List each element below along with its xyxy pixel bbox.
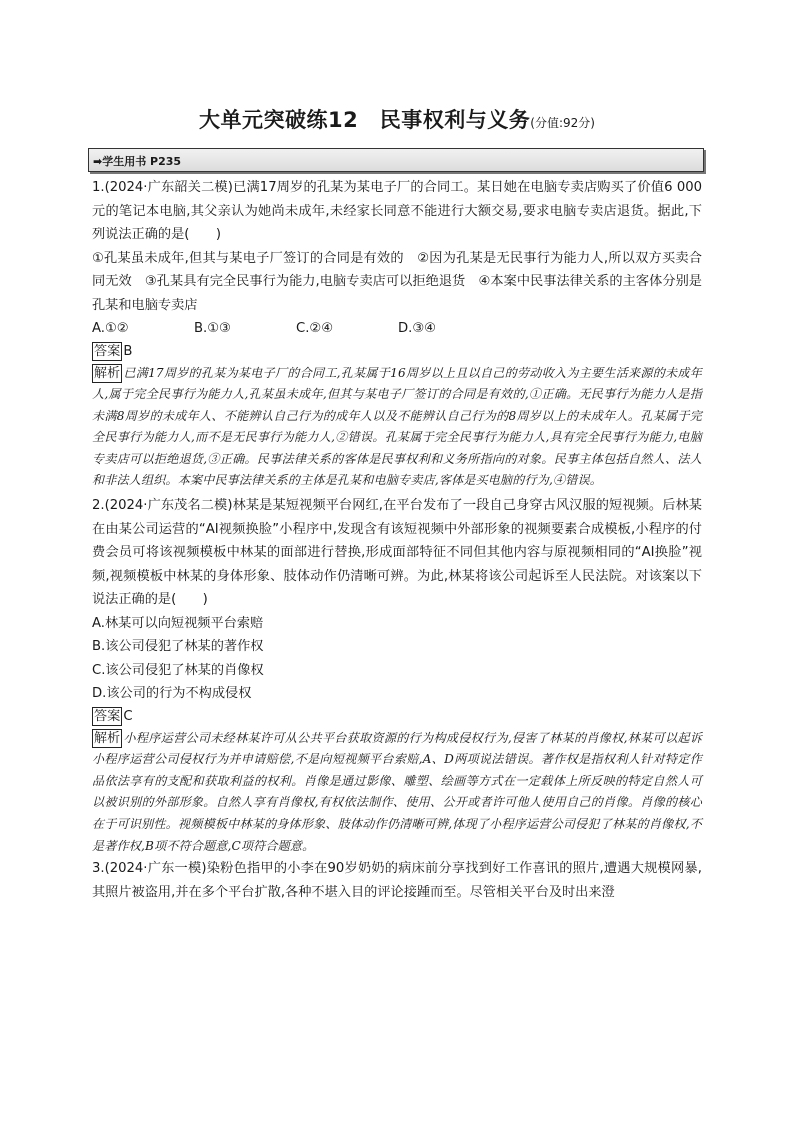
content-body: [92, 176, 702, 904]
explanation-label: 解析: [94, 365, 121, 381]
answer-label: 答案: [94, 708, 121, 724]
question-1-answer: [92, 341, 702, 363]
question-1-statements: ①孔某虽未成年,但其与某电子厂签订的合同是有效的 ②因为孔某是无民事行为能力人,所以双方买卖合同无效 ③孔某具有完全民事行为能力,电脑专卖店可以拒绝退货 ④本案中民事法律关系的主客体分别是孔某和电脑专卖店: [92, 250, 702, 313]
score-note: (分值:92分): [530, 116, 595, 130]
question-2-explanation: [92, 728, 702, 858]
question-1-options: [92, 317, 702, 341]
student-book-ref-bar: [88, 148, 704, 172]
option-c: C.②④: [296, 321, 334, 336]
question-3-stem: 3.(2024·广东一模)染粉色指甲的小李在90岁奶奶的病床前分享找到好工作喜讯的照片,遭遇大规模网暴,其照片被盗用,并在多个平台扩散,各种不堪入目的评论接踵而至。尽管相关平台及时出来澄: [92, 861, 702, 900]
question-2-stem: 2.(2024·广东茂名二模)林某是某短视频平台网红,在平台发布了一段自己身穿古风汉服的短视频。后林某在由某公司运营的“AI视频换脸”小程序中,发现含有该短视频中外部形象的视频要素合成模板,小程序的付费会员可将该视频模板中林某的面部进行替换,形成面部特征不同但其他内容与原视频相同的“AI换脸”视频,视频模板中林某的身体形象、肢体动作仍清晰可辨。为此,林某将该公司起诉至人民法院。对该案以下说法正确的是( ): [92, 498, 702, 608]
option-b: B.①③: [194, 321, 231, 336]
explanation-label: 解析: [94, 730, 121, 746]
answer-value: C: [123, 708, 133, 724]
option-b: B.该公司侵犯了林某的著作权: [92, 639, 264, 655]
explanation-text: 小程序运营公司未经林某许可从公共平台获取资源的行为构成侵权行为,侵害了林某的肖像权,林某可以起诉小程序运营公司侵权行为并申请赔偿,不是向短视频平台索赔,A、D两项说法错误。著作权是指权利人针对特定作品依法享有的支配和获取利益的权利。肖像是通过影像、雕塑、绘画等方式在一定载体上所反映的特定自然人可以被识别的外部形象。自然人享有肖像权,有权依法制作、使用、公开或者许可他人使用自己的肖像。肖像的核心在于可识别性。视频模板中林某的身体形象、肢体动作仍清晰可辨,体现了小程序运营公司侵犯了林某的肖像权,不是著作权,B项不符合题意,C项符合题意。: [92, 730, 702, 853]
student-book-ref: ➡学生用书 P235: [93, 155, 182, 168]
answer-value: B: [123, 343, 133, 359]
explanation-text: 已满17周岁的孔某为某电子厂的合同工,孔某属于16周岁以上且以自己的劳动收入为主要生活来源的未成年人,属于完全民事行为能力人,孔某虽未成年,但其与某电子厂签订的合同是有效的,①正确。无民事行为能力人是指未满8周岁的未成年人、不能辨认自己行为的成年人以及不能辨认自己行为的8周岁以上的未成年人。孔某属于完全民事行为能力人,而不是无民事行为能力人,②错误。孔某属于完全民事行为能力人,具有完全民事行为能力,电脑专卖店可以拒绝退货,③正确。民事法律关系的客体是民事权利和义务所指向的对象。民事主体包括自然人、法人和非法人组织。本案中民事法律关系的主体是孔某和电脑专卖店,客体是买电脑的行为,④错误。: [92, 365, 702, 488]
question-1-explanation: [92, 363, 702, 493]
option-a: A.林某可以向短视频平台索赔: [92, 615, 264, 631]
page-title: [0, 104, 794, 134]
question-3: [92, 857, 702, 904]
option-d: D.③④: [398, 321, 436, 336]
question-1-stem: 1.(2024·广东韶关二模)已满17周岁的孔某为某电子厂的合同工。某日她在电脑专卖店购买了价值6 000元的笔记本电脑,其父亲认为她尚未成年,未经家长同意不能进行大额交易,要求电脑专卖店退货。据此,下列说法正确的是( ): [92, 180, 702, 242]
title-text: 大单元突破练12 民事权利与义务: [199, 108, 531, 132]
option-d: D.该公司的行为不构成侵权: [92, 686, 252, 702]
answer-label: 答案: [94, 343, 121, 359]
question-1: [92, 176, 702, 492]
option-c: C.该公司侵犯了林某的肖像权: [92, 662, 264, 678]
option-a: A.①②: [92, 321, 129, 336]
question-2-answer: [92, 706, 702, 728]
question-2: [92, 494, 702, 857]
